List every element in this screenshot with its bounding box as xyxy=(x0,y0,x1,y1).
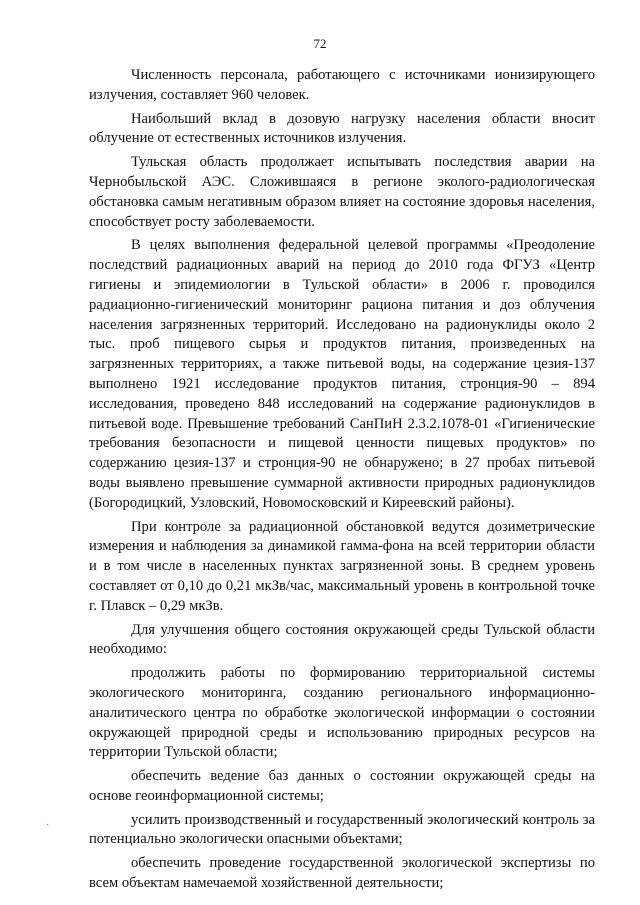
document-body xyxy=(89,66,595,898)
paragraph-staff-count: Численность персонала, работающего с источниками ионизирующего излучения, составляет 960 человек. xyxy=(89,67,595,103)
paragraph-radiation-control: При контроле за радиационной обстановкой ведутся дозиметрические измерения и наблюдения за динамикой гамма-фона на всей территории области и в том числе в населенных пунктах загрязненной зоны. В среднем уровень составляет от 0,10 до 0,21 мкЗв/час, максимальный уровень в контрольной точке г. Плавск – 0,29 мкЗв. xyxy=(89,518,595,614)
paragraph-chernobyl-consequences: Тульская область продолжает испытывать последствия аварии на Чернобыльской АЭС. Сложившаяся в регионе эколого-радиологическая обстановка самым негативным образом влияет на состояние здоровья населения, способствует росту заболеваемости. xyxy=(89,154,595,230)
paragraph-environmental-control: усилить производственный и государственный экологический контроль за потенциально экологически опасными объектами; xyxy=(89,811,595,848)
scan-mark: · xyxy=(46,820,50,831)
paragraph-monitoring-program: В целях выполнения федеральной целевой программы «Преодоление последствий радиационных аварий на период до 2010 года ФГУЗ «Центр гигиены и эпидемиологии в Тульской области» в 2006 г. проводился радиационно-гигиенический мониторинг рациона питания и доз облучения населения загрязненных территорий. Исследовано на радионуклиды около 2 тыс. проб пищевого сырья и продуктов питания, произведенных на загрязненных территориях, а также питьевой воды, на содержание цезия-137 выполнено 1921 исследование продуктов питания, стронция-90 – 894 исследования, проведено 848 исследований на содержание радионуклидов в питьевой воде. Превышение требований СанПиН 2.3.2.1078-01 «Гигиенические требования безопасности и пищевой ценности пищевых продуктов» по содержанию цезия-137 и стронция-90 не обнаружено; в 27 пробах питьевой воды выявлено превышение суммарной активности природных радионуклидов (Богородицкий, Узловский, Новомосковский и Киреевский районы). xyxy=(89,237,595,511)
paragraph-environmental-expertise: обеспечить проведение государственной экологической экспертизы по всем объектам намечаемой хозяйственной деятельности; xyxy=(89,855,595,892)
paragraph-databases: обеспечить ведение баз данных о состоянии окружающей среды на основе геоинформационной системы; xyxy=(89,768,595,804)
paragraph-monitoring-system: продолжить работы по формированию территориальной системы экологического мониторинга, созданию регионального информационно-аналитического центра по обработке экологической информации о состоянии окружающей природной среды и использованию природных ресурсов на территории Тульской области; xyxy=(89,665,595,761)
paragraph-improvement-intro: Для улучшения общего состояния окружающей среды Тульской области необходимо: xyxy=(89,621,595,658)
paragraph-dose-contribution: Наибольший вклад в дозовую нагрузку населения области вносит облучение от естественных источников излучения. xyxy=(89,110,595,147)
page-number: 72 xyxy=(313,36,327,51)
